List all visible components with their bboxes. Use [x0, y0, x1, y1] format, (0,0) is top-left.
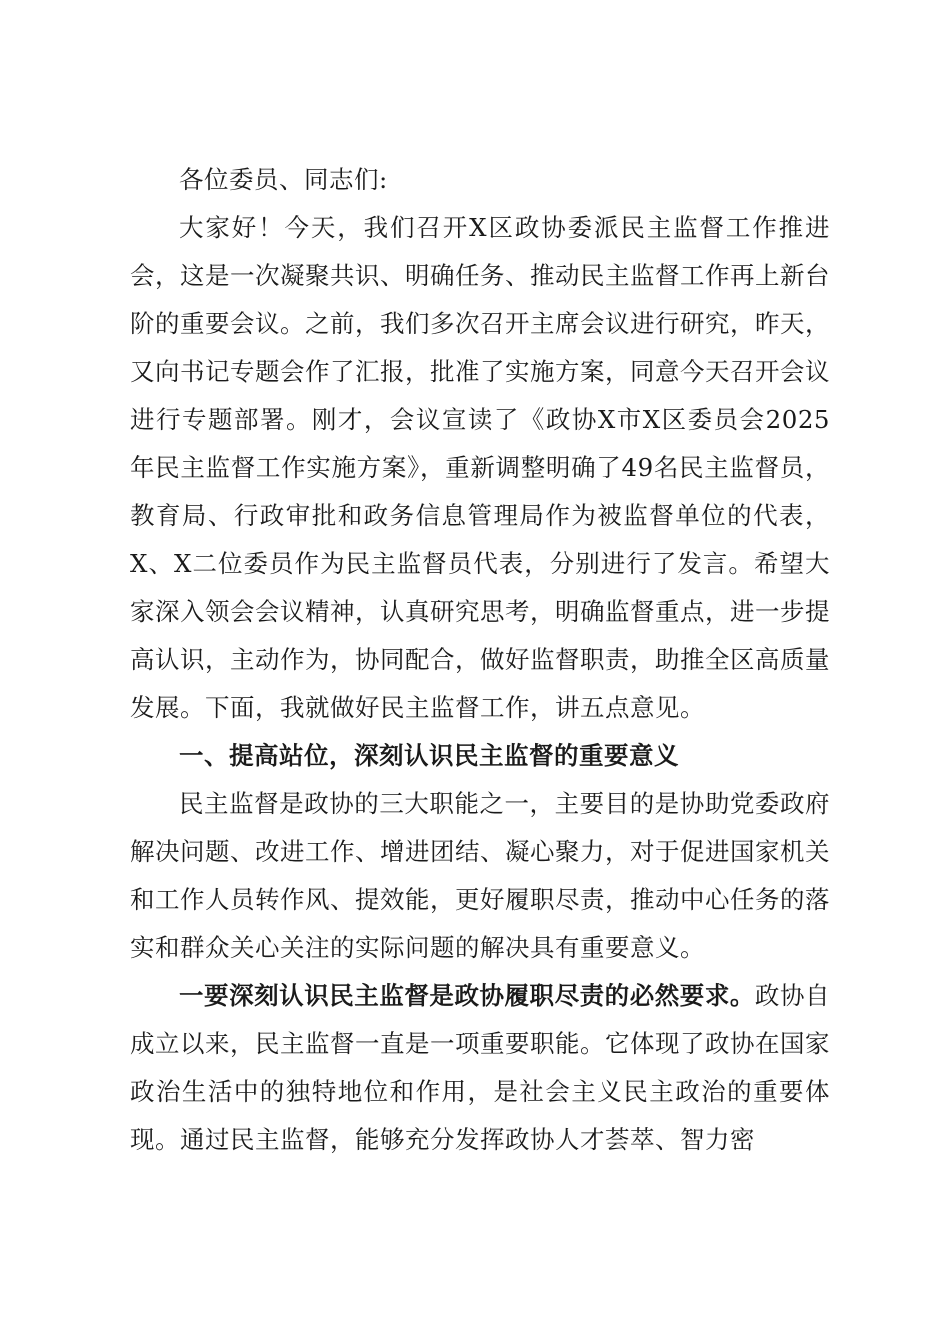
document-page: [130, 156, 830, 1164]
intro-paragraph: 大家好！今天，我们召开X区政协委派民主监督工作推进会，这是一次凝聚共识、明确任务、推动民主监督工作再上新台阶的重要会议。之前，我们多次召开主席会议进行研究，昨天，又向书记专题会作了汇报，批准了实施方案，同意今天召开会议进行专题部署。刚才，会议宣读了《政协X市X区委员会2025年民主监督工作实施方案》，重新调整明确了49名民主监督员，教育局、行政审批和政务信息管理局作为被监督单位的代表，X、X二位委员作为民主监督员代表，分别进行了发言。希望大家深入领会会议精神，认真研究思考，明确监督重点，进一步提高认识，主动作为，协同配合，做好监督职责，助推全区高质量发展。下面，我就做好民主监督工作，讲五点意见。: [130, 213, 830, 722]
section-heading-1: 一、提高站位，深刻认识民主监督的重要意义: [179, 741, 679, 770]
section-paragraph-1: 民主监督是政协的三大职能之一，主要目的是协助党委政府解决问题、改进工作、增进团结、凝心聚力，对于促进国家机关和工作人员转作风、提效能，更好履职尽责，推动中心任务的落实和群众关心关注的实际问题的解决具有重要意义。: [130, 789, 830, 962]
salutation: 各位委员、同志们:: [179, 165, 388, 194]
point-lead-sentence: 一要深刻认识民主监督是政协履职尽责的必然要求。: [179, 981, 755, 1010]
point-body-text: 政协自成立以来，民主监督一直是一项重要职能。它体现了政协在国家政治生活中的独特地位和作用，是社会主义民主政治的重要体现。通过民主监督，能够充分发挥政协人才荟萃、智力密: [130, 981, 831, 1154]
point-paragraph-1: [130, 972, 830, 1164]
